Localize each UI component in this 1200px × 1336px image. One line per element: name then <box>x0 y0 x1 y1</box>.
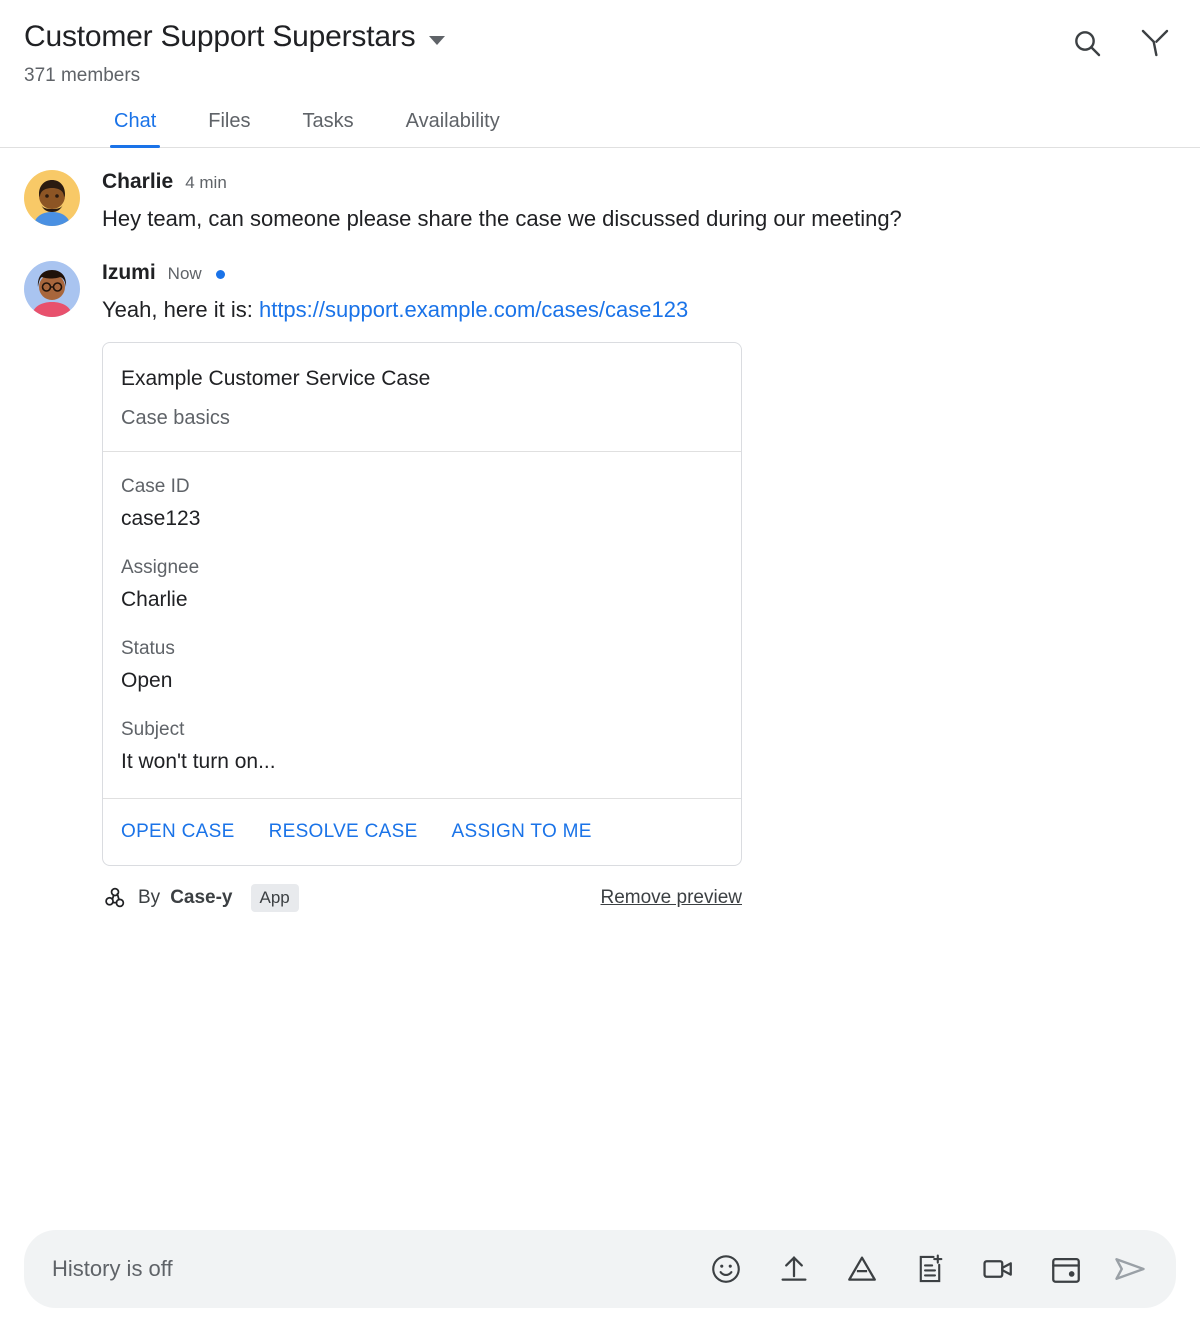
field-value: Open <box>121 669 173 692</box>
message-item <box>24 261 1176 912</box>
chevron-down-icon[interactable] <box>429 36 445 45</box>
message-sender: Charlie <box>102 170 174 193</box>
emoji-icon[interactable] <box>708 1251 744 1287</box>
header-actions <box>1070 26 1172 60</box>
video-camera-icon[interactable] <box>980 1251 1016 1287</box>
card-attribution <box>102 884 742 912</box>
tab-availability[interactable]: Availability <box>405 110 500 132</box>
message-timestamp: Now <box>167 264 202 283</box>
card-fields <box>103 452 741 799</box>
field-value: It won't turn on... <box>121 750 276 773</box>
message-header <box>102 261 1176 285</box>
field-case-id <box>121 474 723 533</box>
card-header <box>103 343 741 452</box>
message-text <box>102 293 1002 326</box>
message-timestamp: 4 min <box>185 173 227 192</box>
field-value: case123 <box>121 507 201 530</box>
message-body <box>102 170 1176 235</box>
room-header <box>0 0 1200 88</box>
tab-bar <box>0 88 1200 148</box>
room-title-row[interactable] <box>24 18 1176 56</box>
drive-icon[interactable] <box>844 1251 880 1287</box>
field-subject <box>121 717 723 776</box>
message-text-prefix: Yeah, here it is: <box>102 297 259 322</box>
calendar-icon[interactable] <box>1048 1251 1084 1287</box>
avatar[interactable] <box>24 170 80 226</box>
document-add-icon[interactable] <box>912 1251 948 1287</box>
member-count: 371 members <box>24 65 141 86</box>
case-link[interactable]: https://support.example.com/cases/case123 <box>258 297 689 322</box>
field-assignee <box>121 555 723 614</box>
composer-icons <box>708 1251 1084 1287</box>
tab-files[interactable]: Files <box>208 110 251 132</box>
case-preview-card <box>102 342 742 866</box>
message-item <box>24 170 1176 235</box>
send-icon[interactable] <box>1110 1249 1150 1289</box>
field-label: Status <box>121 638 175 659</box>
field-label: Subject <box>121 719 185 740</box>
field-label: Case ID <box>121 476 190 497</box>
card-subtitle: Case basics <box>121 407 230 429</box>
collapse-icon[interactable] <box>1138 26 1172 60</box>
message-header <box>102 170 1176 194</box>
open-case-button[interactable]: OPEN CASE <box>121 821 235 842</box>
message-text: Hey team, can someone please share the case we discussed during our meeting? <box>102 206 902 231</box>
status-badge: App <box>251 884 299 912</box>
avatar[interactable] <box>24 261 80 317</box>
upload-icon[interactable] <box>776 1251 812 1287</box>
composer-area <box>0 1230 1200 1336</box>
field-label: Assignee <box>121 557 200 578</box>
card-actions <box>103 799 741 865</box>
webhook-icon <box>102 885 128 911</box>
card-title: Example Customer Service Case <box>121 367 431 390</box>
resolve-case-button[interactable]: RESOLVE CASE <box>268 821 418 842</box>
assign-to-me-button[interactable]: ASSIGN TO ME <box>451 821 592 842</box>
tab-tasks[interactable]: Tasks <box>302 110 354 132</box>
message-body <box>102 261 1176 912</box>
attribution-by-text: By <box>138 887 161 908</box>
composer[interactable] <box>24 1230 1176 1308</box>
field-value: Charlie <box>121 588 188 611</box>
field-status <box>121 636 723 695</box>
attribution-app-name: Case-y <box>170 887 233 908</box>
unread-dot-icon <box>216 270 225 279</box>
remove-preview-link[interactable]: Remove preview <box>600 887 742 908</box>
message-input[interactable] <box>50 1255 696 1283</box>
page-title: Customer Support Superstars <box>24 20 416 53</box>
attribution-left <box>102 884 299 912</box>
tab-chat[interactable]: Chat <box>88 106 182 147</box>
message-sender: Izumi <box>102 261 156 284</box>
message-list <box>0 148 1200 1230</box>
search-icon[interactable] <box>1070 26 1104 60</box>
